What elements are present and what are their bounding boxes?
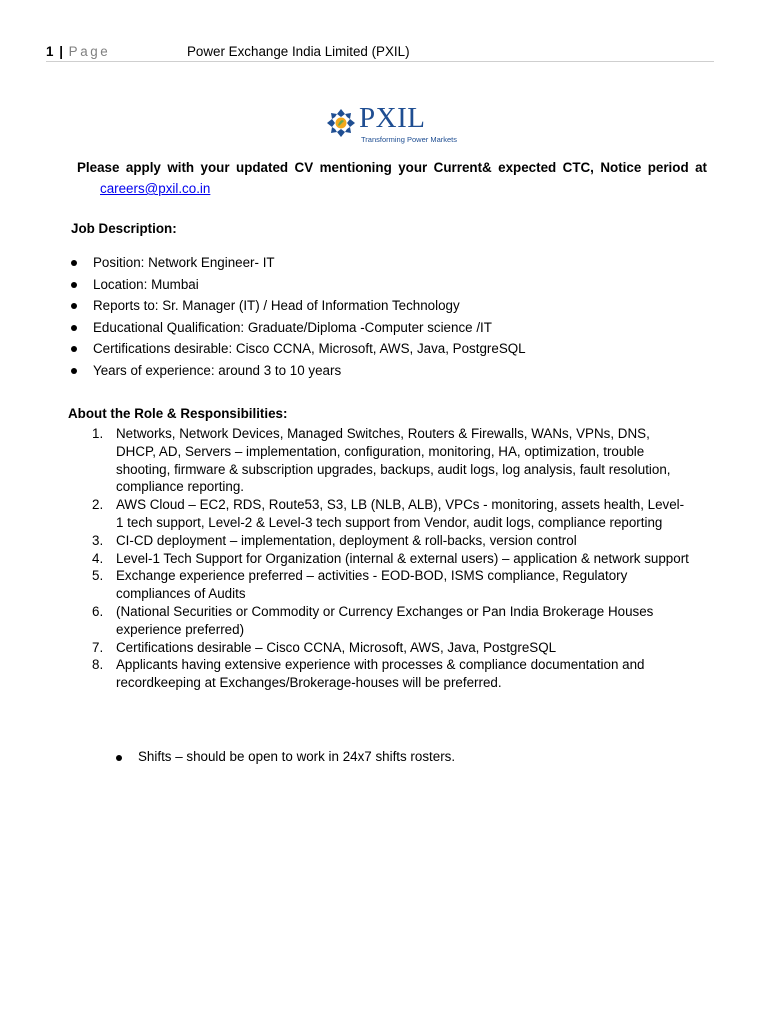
header-separator: | xyxy=(59,44,63,59)
item-number: 5. xyxy=(92,568,104,584)
bullet-icon xyxy=(71,260,77,266)
bullet-icon xyxy=(71,282,77,288)
list-item: 8. Applicants having extensive experience with processes & compliance documentation and recordkeeping at Exchanges/Brokerage-houses will be preferred. xyxy=(92,657,645,691)
item-number: 8. xyxy=(92,657,104,673)
job-description-list xyxy=(71,254,526,383)
shifts-note xyxy=(116,749,456,764)
list-item: 6. (National Securities or Commodity or Currency Exchanges or Pan India Brokerage Houses experience preferred) xyxy=(92,603,654,637)
bullet-icon xyxy=(71,368,77,374)
list-item: Years of experience: around 3 to 10 years xyxy=(71,362,526,384)
bullet-icon xyxy=(71,303,77,309)
bullet-icon xyxy=(71,325,77,331)
item-number: 1. xyxy=(92,426,104,441)
list-item: Location: Mumbai xyxy=(71,276,526,298)
list-item: 7. Certifications desirable – Cisco CCNA, Microsoft, AWS, Java, PostgreSQL xyxy=(92,639,557,655)
apply-instruction: Please apply with your updated CV mentioning your Current& expected CTC, Notice period at xyxy=(77,160,707,175)
bullet-icon xyxy=(71,346,77,352)
list-item: Certifications desirable: Cisco CCNA, Microsoft, AWS, Java, PostgreSQL xyxy=(71,340,526,362)
item-number: 3. xyxy=(92,532,104,548)
item-number: 7. xyxy=(92,639,104,655)
careers-email-link[interactable]: careers@pxil.co.in xyxy=(100,181,211,196)
list-item: Reports to: Sr. Manager (IT) / Head of Information Technology xyxy=(71,297,526,319)
list-item: 1. Networks, Network Devices, Managed Switches, Routers & Firewalls, WANs, VPNs, DNS, DHCP, AD, Servers – implementation, configuration, monitoring, HA, optimization, trouble shooting, firmware & subscription upgrades, backups, audit logs, log analysis, fault resolution, compliance reporting. xyxy=(92,426,671,495)
bullet-icon xyxy=(116,755,122,761)
item-number: 4. xyxy=(92,550,104,566)
responsibilities-heading: About the Role & Responsibilities: xyxy=(68,406,288,421)
pxil-logo xyxy=(326,102,457,148)
list-item: Educational Qualification: Graduate/Diploma -Computer science /IT xyxy=(71,319,526,341)
logo-tagline: Transforming Power Markets xyxy=(361,135,457,144)
list-item: 5. Exchange experience preferred – activities - EOD-BOD, ISMS compliance, Regulatory compliances of Audits xyxy=(92,568,628,602)
item-number: 2. xyxy=(92,497,104,513)
list-item: Position: Network Engineer- IT xyxy=(71,254,526,276)
pxil-emblem-icon xyxy=(326,108,356,138)
responsibilities-list xyxy=(90,425,690,692)
header-organization: Power Exchange India Limited (PXIL) xyxy=(187,44,410,59)
page-header xyxy=(46,44,714,62)
list-item: 3. CI-CD deployment – implementation, deployment & roll-backs, version control xyxy=(92,532,577,548)
job-description-heading: Job Description: xyxy=(71,221,177,236)
list-item: 2. AWS Cloud – EC2, RDS, Route53, S3, LB (NLB, ALB), VPCs - monitoring, assets health, Level-1 tech support, Level-2 & Level-3 tech support from Vendor, audit logs, compliance reporting xyxy=(92,497,685,530)
logo-wordmark: PXIL xyxy=(359,102,426,134)
page-label: Page xyxy=(68,44,111,59)
page-number: 1 xyxy=(46,44,54,59)
list-item: 4. Level-1 Tech Support for Organization (internal & external users) – application & network support xyxy=(92,550,689,566)
shifts-text: Shifts – should be open to work in 24x7 shifts rosters. xyxy=(138,749,456,764)
item-number: 6. xyxy=(92,603,104,619)
